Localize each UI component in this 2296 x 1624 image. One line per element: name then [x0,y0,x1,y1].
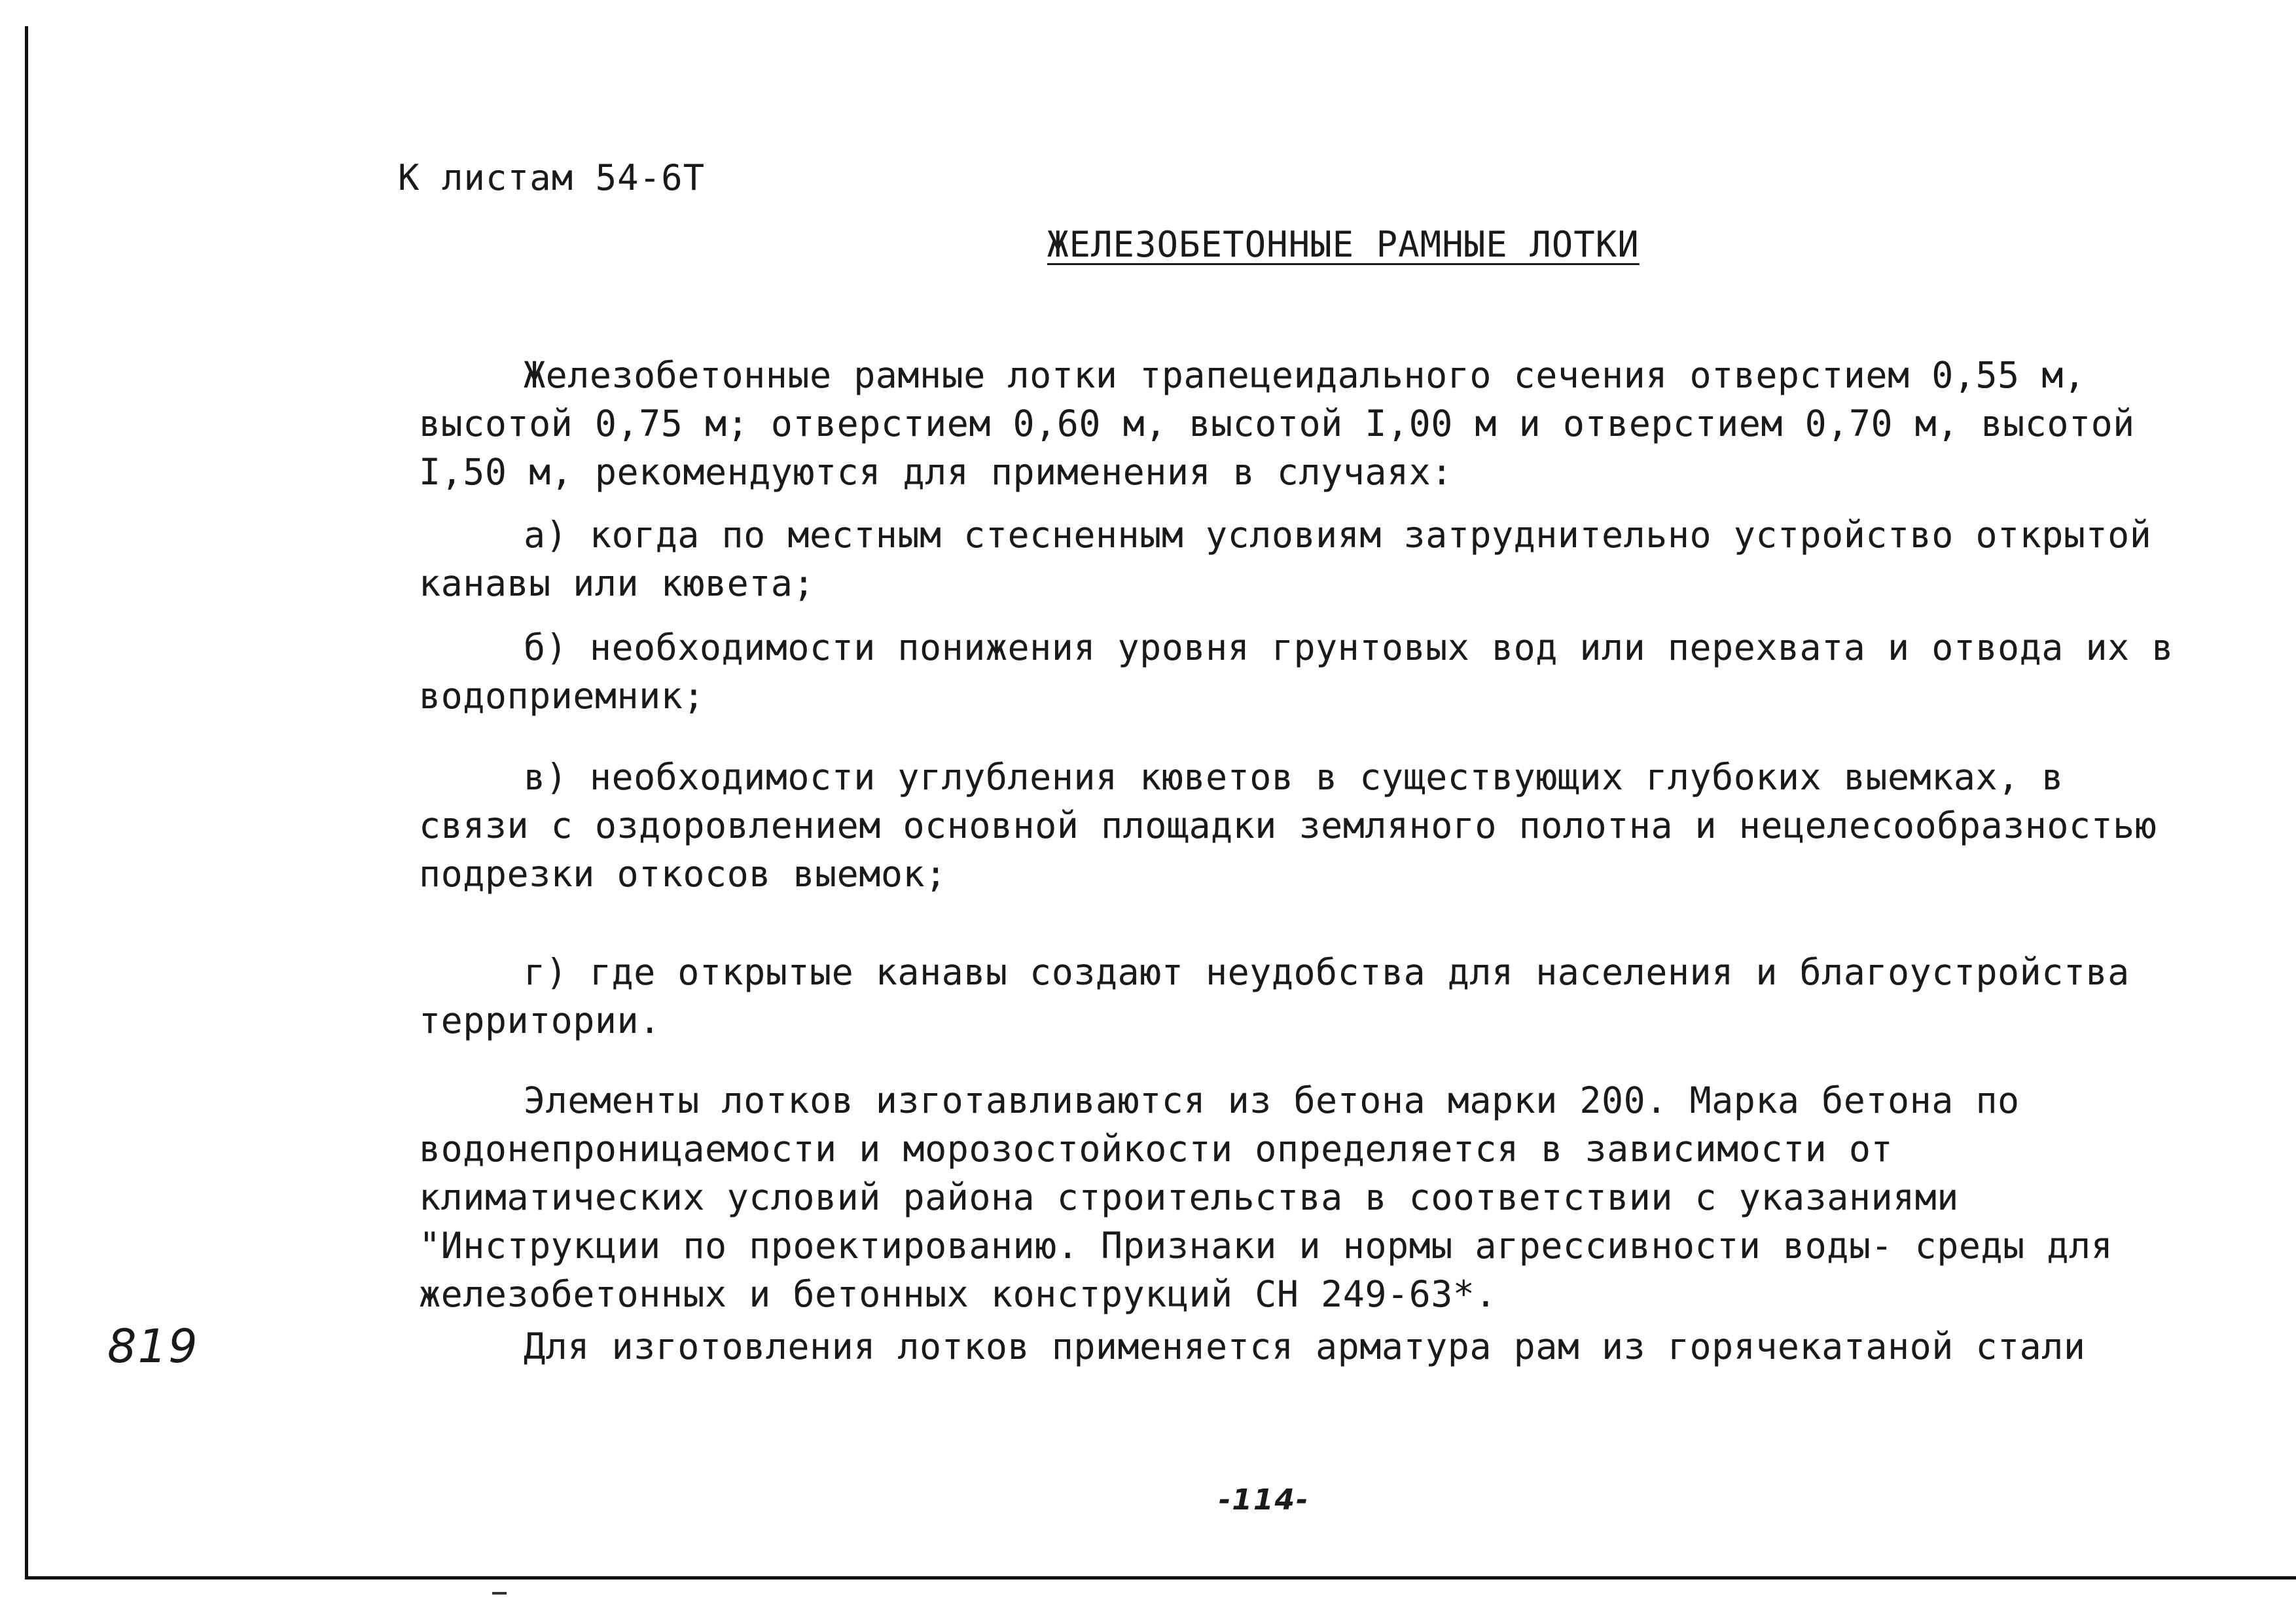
list-item-b: б) необходимости понижения уровня грунтовых вод или перехвата и отвода их в водоприемник; [419,626,2174,717]
page-title: ЖЕЛЕЗОБЕТОННЫЕ РАМНЫЕ ЛОТКИ [1047,224,1640,265]
list-item-a: а) когда по местным стесненным условиям затруднительно устройство открытой канавы или кювета; [419,514,2152,604]
list-item-d: г) где открытые канавы создают неудобства для населения и благоустройства территории. [419,951,2130,1041]
paragraph-concrete: Элементы лотков изготавливаются из бетона марки 200. Марка бетона по водонепроницаемости и морозостойкости определяется в зависимости от климатических условий района строительства в соответствии с указаниями "Инструкции по проектированию. Признаки и нормы агрессивности воды- среды для железобетонных и бетонных конструкций СН 249-63*. [419,1079,2113,1315]
scan-mark [492,1592,507,1595]
page-border-bottom [25,1576,2296,1579]
paragraph-intro: Железобетонные рамные лотки трапецеидального сечения отверстием 0,55 м, высотой 0,75 м; отверстием 0,60 м, высотой I,00 м и отверстием 0,70 м, высотой I,50 м, рекомендуются для применения в случаях: [419,354,2135,493]
paragraph-reinforcement: Для изготовления лотков применяется арматура рам из горячекатаной стали [524,1326,2086,1367]
margin-note-number: 819 [107,1320,199,1373]
page-border-left [25,26,28,1578]
page-number: -114- [1219,1483,1310,1517]
list-item-c: в) необходимости углубления кюветов в существующих глубоких выемках, в связи с оздоровлением основной площадки земляного полотна и нецелесообразностью подрезки откосов выемок; [419,756,2157,895]
sheet-reference: К листам 54-6Т [398,157,706,198]
